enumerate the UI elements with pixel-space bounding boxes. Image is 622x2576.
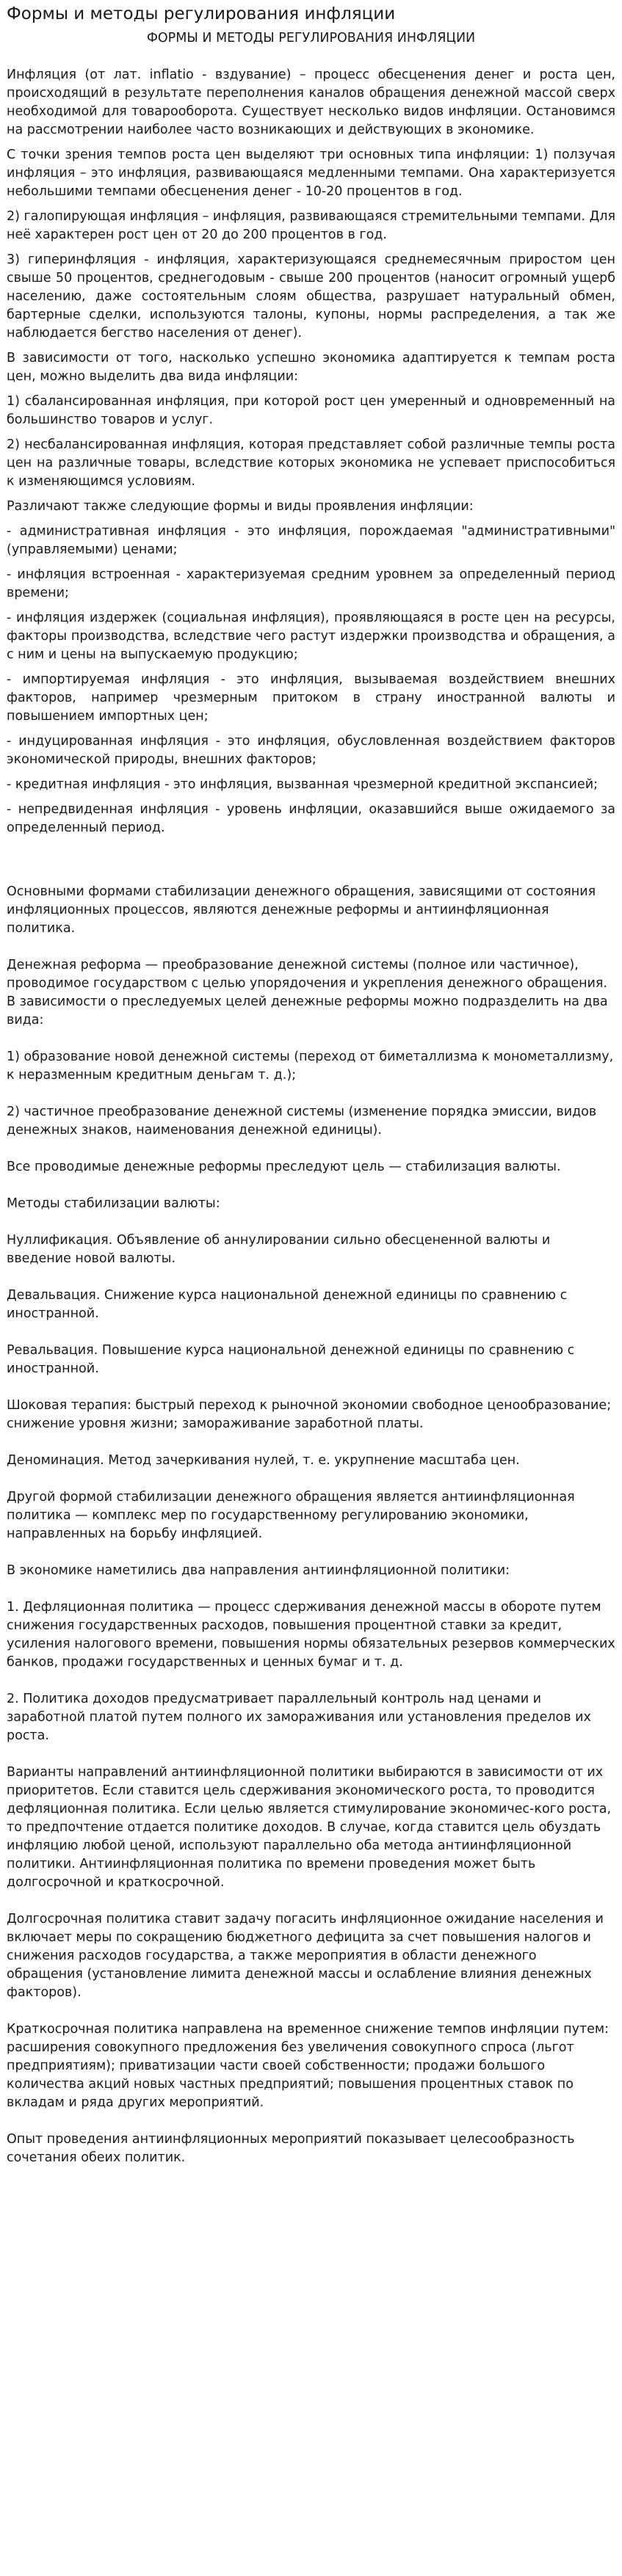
page-title: Формы и методы регулирования инфляции	[7, 4, 396, 23]
paragraph: Методы стабилизации валюты:	[7, 1196, 220, 1211]
paragraph: Деноминация. Метод зачеркивания нулей, т. е. укрупнение масштаба цен.	[7, 1453, 520, 1468]
paragraph: Различают также следующие формы и виды проявления инфляции:	[7, 499, 474, 514]
paragraph: В экономике наметились два направления антиинфляционной политики:	[7, 1563, 510, 1578]
plain-section	[7, 883, 615, 2167]
paragraph: Долгосрочная политика ставит задачу погасить инфляционное ожидание населения и включает меры по сокращению бюджетного дефицита за счет повышения налогов и снижения расходов государства, а также мероприятия в области денежного обращения (установление лимита денежной массы и ослабление влияния денежных факторов).	[7, 1912, 604, 2000]
paragraph: Основными формами стабилизации денежного обращения, зависящими от состояния инфляционных процессов, являются денежные реформы и антиинфляционная политика.	[7, 884, 596, 936]
paragraph: Шоковая терапия: быстрый переход к рыночной экономии свободное ценообразование; снижение уровня жизни; замораживание заработной платы.	[7, 1398, 612, 1431]
paragraph: 2) несбалансированная инфляция, которая представляет собой различные темпы роста цен на различные товары, вследствие которых экономика не успевает приспособиться к изменяющимся условиям.	[7, 437, 615, 489]
paragraph: 1) образование новой денежной системы (переход от биметаллизма к монометаллизму, к неразменным кредитным деньгам т. д.);	[7, 1049, 614, 1083]
paragraph: 2) галопирующая инфляция – инфляция, развивающаяся стремительными темпами. Для неё характерен рост цен от 20 до 200 процентов в год.	[7, 209, 615, 242]
paragraph: - непредвиденная инфляция - уровень инфляции, оказавшийся выше ожидаемого за определенный период.	[7, 802, 615, 835]
paragraph: - импортируемая инфляция - это инфляция, вызываемая воздействием внешних факторов, например чрезмерным притоком в страну иностранной валюты и повышением импортных цен;	[7, 672, 615, 724]
paragraph: 1) сбалансированная инфляция, при которой рост цен умеренный и одновременный на большинство товаров и услуг.	[7, 394, 615, 427]
paragraph: В зависимости от того, насколько успешно экономика адаптируется к темпам роста цен, можно выделить два вида инфляции:	[7, 351, 615, 384]
paragraph: - инфляция встроенная - характеризуемая средним уровнем за определенный период времени;	[7, 567, 615, 600]
paragraph: Варианты направлений антиинфляционной политики выбираются в зависимости от их приоритетов. Если ставится цель сдерживания экономического роста, то проводится дефляционная политика. Если целью является стимулирование экономичес-кого роста, то предпочтение отдается политике доходов. В случае, когда ставится цель обуздать инфляцию любой ценой, используют параллельно оба метода антиинфляционной политики. Антиинфляционная политика по времени проведения может быть долгосрочной и краткосрочной.	[7, 1765, 612, 1890]
paragraph: 3) гиперинфляция - инфляция, характеризующаяся среднемесячным приростом цен свыше 50 процентов, среднегодовым - свыше 200 процентов (наносит огромный ущерб населению, даже состоятельным слоям общества, разрушает натуральный обмен, бартерные сделки, используются талоны, купоны, нормы распределения, а так же наблюдается бегство населения от денег).	[7, 252, 615, 341]
paragraph: Другой формой стабилизации денежного обращения является антиинфляционная политика — комплекс мер по государственному регулированию экономики, направленных на борьбу инфляцией.	[7, 1490, 575, 1541]
paragraph: Денежная реформа — преобразование денежной системы (полное или частичное), проводимое государством с целью упорядочения и укрепления денежного обращения. В зависимости о преследуемых целей денежные реформы можно подразделить на два вида:	[7, 958, 608, 1027]
paragraph: 2) частичное преобразование денежной системы (изменение порядка эмиссии, видов денежных знаков, наименования денежной единицы).	[7, 1105, 597, 1138]
paragraph: С точки зрения темпов роста цен выделяют три основных типа инфляции: 1) ползучая инфляция – это инфляция, развивающаяся медленными темпами. Она характеризуется небольшими темпами обесценения денег - 10-20 процентов в год.	[7, 148, 615, 199]
paragraph: Опыт проведения антиинфляционных мероприятий показывает целесообразность сочетания обеих политик.	[7, 2132, 575, 2165]
paragraph: Инфляция (от лат. inflatio - вздувание) – процесс обесценения денег и роста цен, происходящий в результате переполнения каналов обращения денежной массой сверх необходимой для товарооборота. Существует несколько видов инфляции. Остановимся на рассмотрении наиболее часто возникающих и действующих в экономике.	[7, 68, 615, 137]
page-subtitle: ФОРМЫ И МЕТОДЫ РЕГУЛИРОВАНИЯ ИНФЛЯЦИИ	[146, 31, 476, 46]
paragraph: - кредитная инфляция - это инфляция, вызванная чрезмерной кредитной экспансией;	[7, 777, 598, 792]
paragraph: Нуллификация. Объявление об аннулировании сильно обесцененной валюты и введение новой валюты.	[7, 1233, 551, 1266]
paragraph: Ревальвация. Повышение курса национальной денежной единицы по сравнению с иностранной.	[7, 1343, 575, 1376]
paragraph: Девальвация. Снижение курса национальной денежной единицы по сравнению с иностранной.	[7, 1288, 568, 1321]
paragraph: Краткосрочная политика направлена на временное снижение темпов инфляции путем: расширения совокупного предложения без увеличения совокупного спроса (льгот предприятиям); приватизации части своей собственности; продажи большого количества акций новых частных предприятий; повышения процентных ставок по вкладам и ряда других мероприятий.	[7, 2022, 609, 2110]
paragraph: - административная инфляция - это инфляция, порождаемая "административными" (управляемыми) ценами;	[7, 524, 615, 557]
paragraph: 2. Политика доходов предусматривает параллельный контроль над ценами и заработной платой путем полного их замораживания или установления пределов их роста.	[7, 1692, 591, 1743]
paragraph: 1. Дефляционная политика — процесс сдерживания денежной массы в обороте путем снижения государственных расходов, повышения процентной ставки за кредит, усиления налогового времени, повышения нормы обязательных резервов коммерческих банков, продажи государственных и ценных бумаг и т. д.	[7, 1600, 615, 1670]
justified-section	[7, 66, 615, 837]
paragraph: - индуцированная инфляция - это инфляция, обусловленная воздействием факторов экономической природы, внешних факторов;	[7, 734, 615, 767]
paragraph: Все проводимые денежные реформы преследуют цель — стабилизация валюты.	[7, 1160, 561, 1174]
paragraph: - инфляция издержек (социальная инфляция), проявляющаяся в росте цен на ресурсы, факторы производства, вследствие чего растут издержки производства и обращения, а с ним и цены на выпускаемую продукцию;	[7, 611, 615, 662]
